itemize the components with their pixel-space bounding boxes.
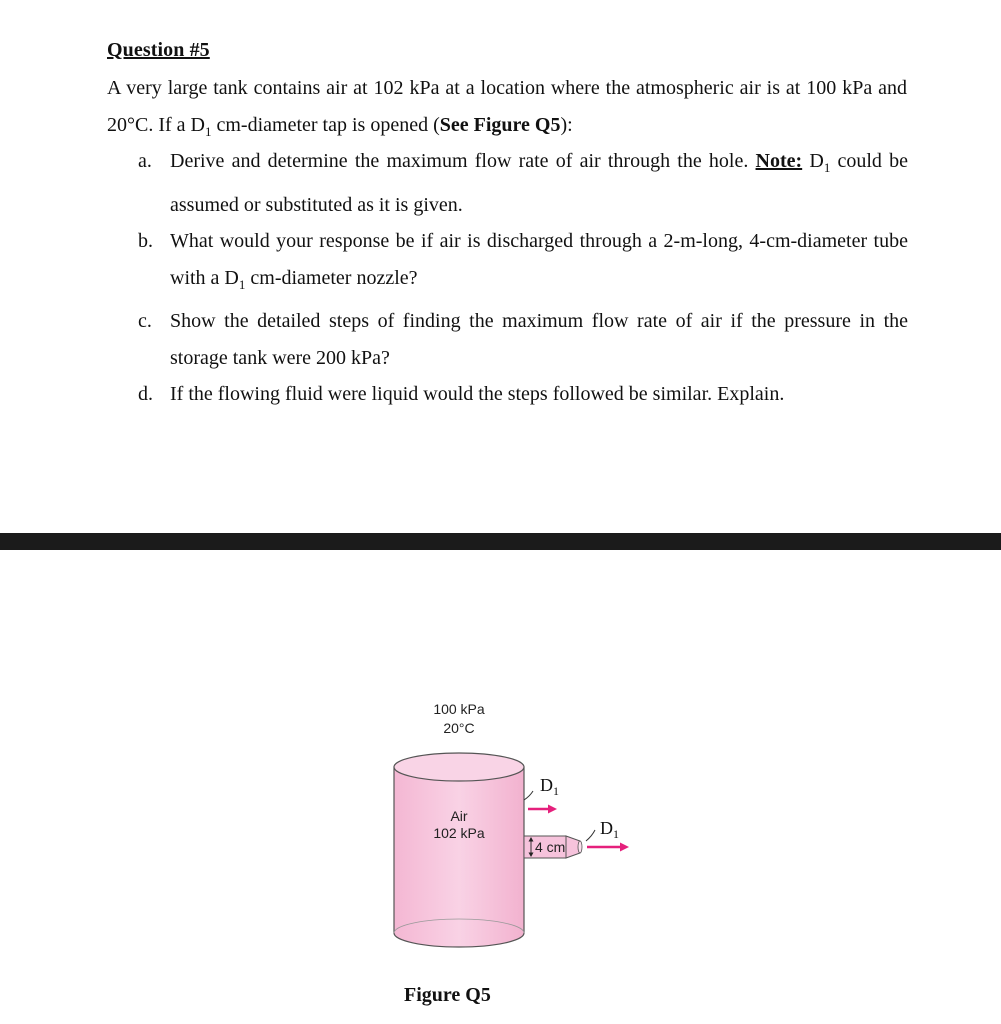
figure-area (0, 550, 1001, 1024)
part-a-note: Note: (755, 150, 803, 172)
part-a (138, 143, 908, 223)
part-b (138, 223, 908, 303)
part-a-text-3: could be assumed or substituted as it is given. (170, 150, 909, 216)
tank-body (394, 767, 524, 947)
part-d-letter: d. (138, 383, 153, 405)
nozzle-exit (578, 841, 582, 853)
tank-fluid-label: Air (450, 808, 468, 824)
part-d (138, 376, 908, 413)
intro-subscript: 1 (204, 123, 212, 139)
tank-figure (380, 690, 640, 960)
intro-text-1: A very large tank contains air at 102 kPa at a location where the atmospheric air is at 100 kPa and 20°C. If a D (107, 77, 907, 136)
part-a-text-1: Derive and determine the maximum flow rate of air through the hole. (170, 150, 756, 172)
part-c-text: Show the detailed steps of finding the maximum flow rate of air if the pressure in the storage tank were 200 kPa? (170, 310, 908, 369)
part-a-text-2: D (802, 150, 824, 172)
question-intro (107, 70, 907, 150)
nozzle-leader-line (586, 830, 595, 841)
intro-text-2: cm-diameter tap is opened ( (211, 113, 440, 136)
part-b-text-2: cm-diameter nozzle? (245, 266, 418, 289)
part-b-subscript: 1 (238, 276, 246, 292)
part-c (138, 303, 908, 376)
part-d-text: If the flowing fluid were liquid would the steps followed be similar. Explain. (170, 383, 785, 405)
tube-diameter-label: 4 cm (535, 839, 566, 855)
tap-flow-arrow-head (548, 805, 557, 814)
atm-pressure-label: 100 kPa (433, 701, 485, 717)
see-figure-reference: See Figure Q5 (439, 113, 561, 136)
nozzle-flow-arrow-head (620, 843, 629, 852)
intro-text-3: ): (560, 113, 573, 136)
tank-top (394, 753, 524, 781)
question-title: Question #5 (107, 39, 210, 61)
part-c-letter: c. (138, 310, 152, 332)
figure-caption: Figure Q5 (404, 984, 491, 1006)
question-parts-list (138, 143, 908, 413)
part-b-text-1: What would your response be if air is discharged through a 2-m-long, 4-cm-diameter tube with a D (170, 230, 908, 289)
atm-temperature-label: 20°C (443, 720, 475, 736)
page-divider (0, 533, 1001, 550)
tap-leader-line (524, 791, 533, 800)
part-a-subscript: 1 (823, 160, 831, 175)
part-b-letter: b. (138, 230, 153, 252)
nozzle-diameter-label: $D_1$ (600, 818, 619, 841)
tank-pressure-label: 102 kPa (433, 825, 485, 841)
tap-diameter-label: $D_1$ (540, 775, 559, 798)
part-a-letter: a. (138, 150, 152, 172)
